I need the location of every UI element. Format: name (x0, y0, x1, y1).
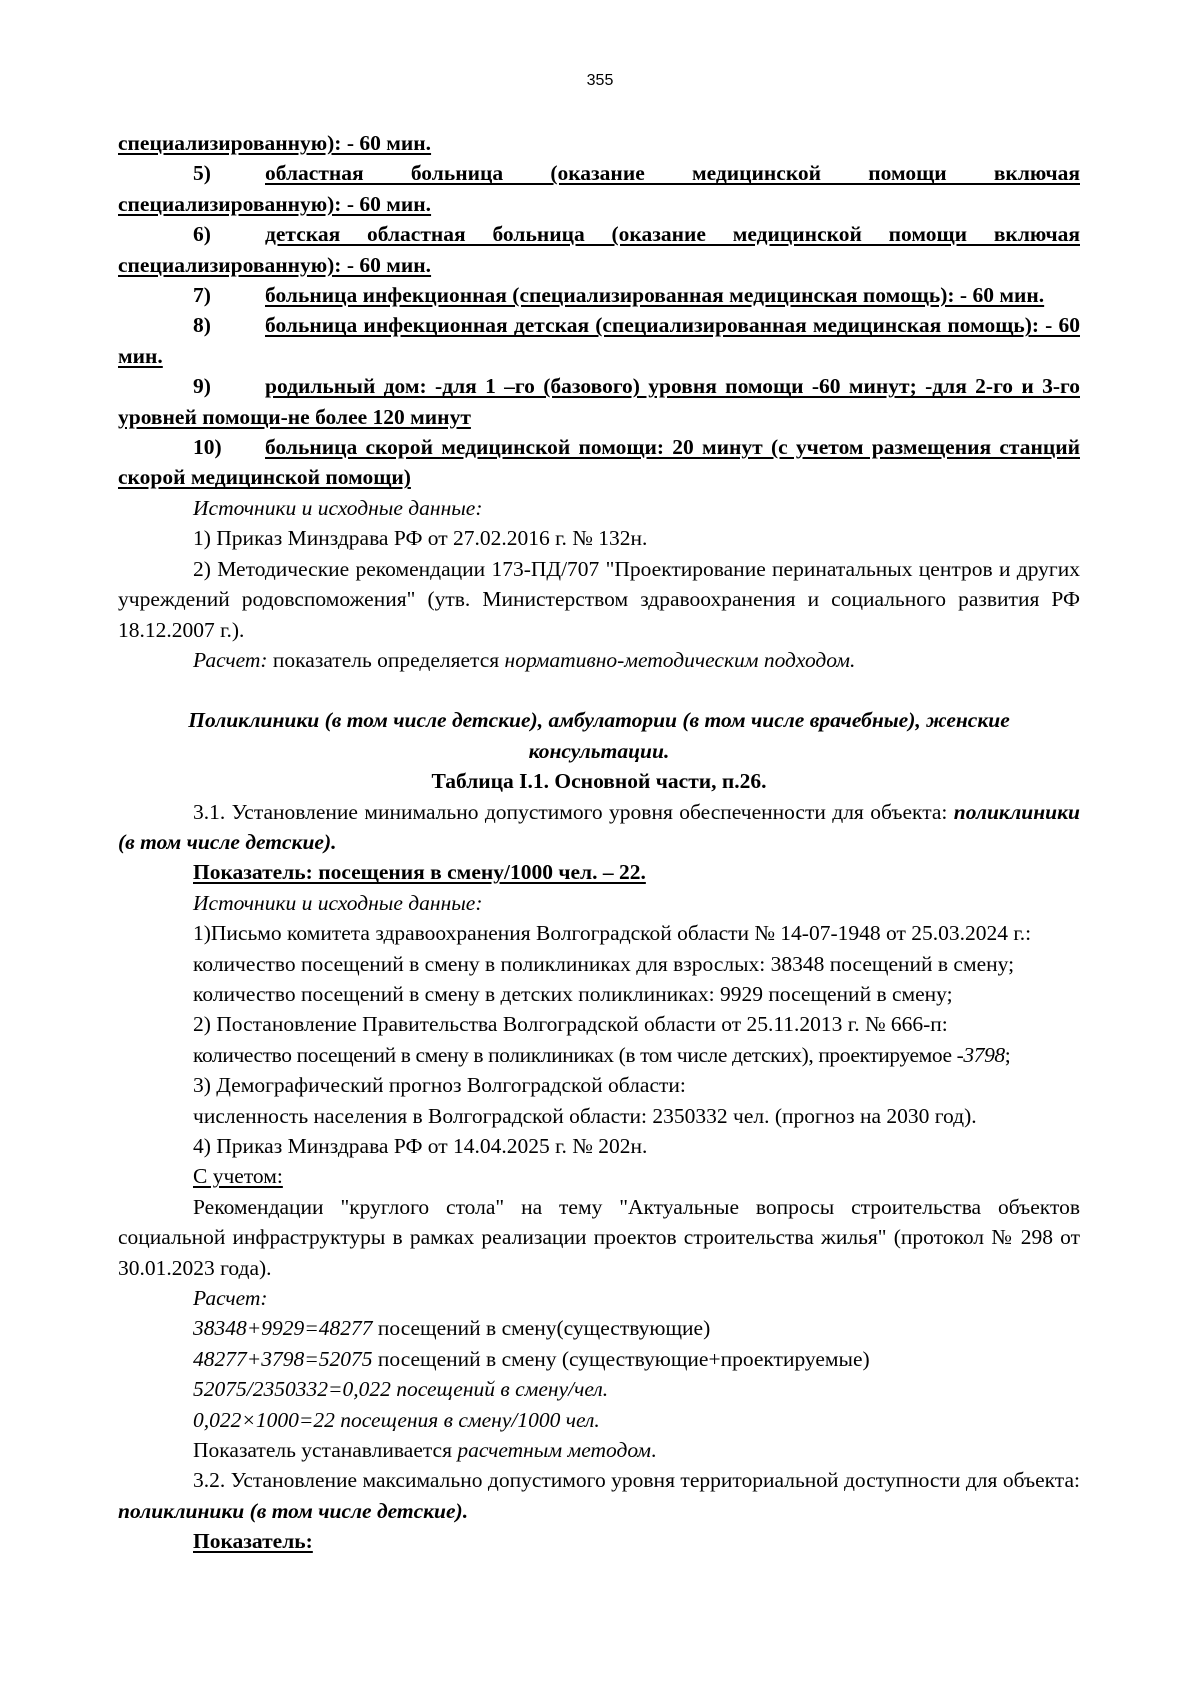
list-number: 9) (193, 374, 211, 399)
method-value: расчетным методом (457, 1438, 651, 1463)
considering-label: С учетом: (193, 1164, 283, 1189)
calc-method: нормативно-методическим подходом. (504, 647, 856, 672)
source-item: 2) Постановление Правительства Волгоградской области от 25.11.2013 г. № 666-п: (193, 1012, 948, 1037)
object-name: поликлиники (в том числе детские). (118, 1498, 469, 1523)
calculation-note: Расчет: показатель определяется нормативно-методическим подходом. (193, 647, 856, 672)
list-number: 6) (193, 222, 211, 247)
paragraph-3-2: 3.2. Установление максимально допустимого уровня территориальной доступности для объекта: поликлиники (в том числе детские). (118, 1468, 1080, 1523)
calc-expression: 48277+3798=52075 (193, 1346, 373, 1371)
source-item: 1) Приказ Минздрава РФ от 27.02.2016 г. № 132н. (193, 526, 648, 551)
source-item: 1)Письмо комитета здравоохранения Волгоградской области № 14-07-1948 от 25.03.2024 г.: (193, 921, 1032, 946)
list-text: больница инфекционная (специализированная медицинская помощь): - 60 мин. (265, 283, 1045, 308)
source-detail: численность населения в Волгоградской области: 2350332 чел. (прогноз на 2030 год). (193, 1103, 977, 1128)
list-item-5 (118, 158, 1080, 219)
list-text: больница инфекционная детская (специализированная медицинская помощь): - 60 мин. (118, 313, 1080, 368)
table-reference: Таблица I.1. Основной части, п.26. (431, 769, 767, 794)
source-detail: количество посещений в смену в детских поликлиниках: 9929 посещений в смену; (193, 981, 953, 1006)
page-content (118, 128, 1080, 1557)
list-number: 10) (193, 435, 222, 460)
object-name: поликлиники (в том числе детские). (118, 799, 1080, 854)
list-item-continuation: специализированную): - 60 мин. (118, 131, 432, 155)
recommendation: Рекомендации "круглого стола" на тему "Актуальные вопросы строительства объектов социальной инфраструктуры в рамках реализации проектов строительства жилья" (протокол № 298 от 30.01.2023 года). (118, 1194, 1080, 1280)
calc-line: 52075/2350332=0,022 посещений в смену/чел. (193, 1377, 609, 1402)
indicator: Показатель: (193, 1529, 313, 1554)
list-item-10 (118, 432, 1080, 493)
calc-line: 48277+3798=52075 посещений в смену (существующие+проектируемые) (193, 1346, 870, 1371)
indicator: Показатель: посещения в смену/1000 чел. – 22. (193, 860, 646, 885)
list-number: 5) (193, 161, 211, 186)
page-number: 355 (586, 72, 614, 89)
source-detail: количество посещений в смену в поликлиниках для взрослых: 38348 посещений в смену; (193, 951, 1015, 976)
list-text: родильный дом: -для 1 –го (базового) уровня помощи -60 минут; -для 2-го и 3-го уровней помощи-не более 120 минут (118, 374, 1080, 429)
list-item-8 (118, 310, 1080, 371)
list-item-7 (118, 280, 1080, 310)
section-title: Поликлиники (в том числе детские), амбулатории (в том числе врачебные), женские консультации. (188, 708, 1010, 763)
list-text: областная больница (оказание медицинской помощи включая специализированную): - 60 мин. (118, 161, 1080, 216)
list-number: 8) (193, 313, 211, 338)
list-number: 7) (193, 283, 211, 308)
calc-line: 38348+9929=48277 посещений в смену(существующие) (193, 1316, 711, 1341)
calc-heading: Расчет: (193, 1286, 268, 1311)
calc-label: Расчет: (193, 647, 268, 672)
method-note: Показатель устанавливается расчетным методом. (193, 1438, 657, 1463)
list-item-9 (118, 371, 1080, 432)
list-text: детская областная больница (оказание медицинской помощи включая специализированную): - 60 мин. (118, 222, 1080, 277)
source-detail: количество посещений в смену в поликлиниках (в том числе детских), проектируемое -3798; (193, 1042, 1011, 1067)
list-item-6 (118, 219, 1080, 280)
calc-line: 0,022×1000=22 посещения в смену/1000 чел. (193, 1407, 600, 1432)
calc-expression: 38348+9929=48277 (193, 1316, 373, 1341)
list-text: больница скорой медицинской помощи: 20 минут (с учетом размещения станций скорой медицинской помощи) (118, 435, 1080, 490)
sources-heading: Источники и исходные данные: (193, 495, 483, 520)
source-item: 4) Приказ Минздрава РФ от 14.04.2025 г. № 202н. (193, 1134, 648, 1158)
source-item: 2) Методические рекомендации 173-ПД/707 "Проектирование перинатальных центров и других учреждений родовспоможения" (утв. Министерством здравоохранения и социального развития РФ 18.12.2007 г.). (118, 556, 1080, 642)
paragraph-3-1: 3.1. Установление минимально допустимого уровня обеспеченности для объекта: поликлиники (в том числе детские). (118, 799, 1080, 854)
source-item: 3) Демографический прогноз Волгоградской области: (193, 1073, 686, 1098)
sources-heading: Источники и исходные данные: (193, 890, 483, 915)
